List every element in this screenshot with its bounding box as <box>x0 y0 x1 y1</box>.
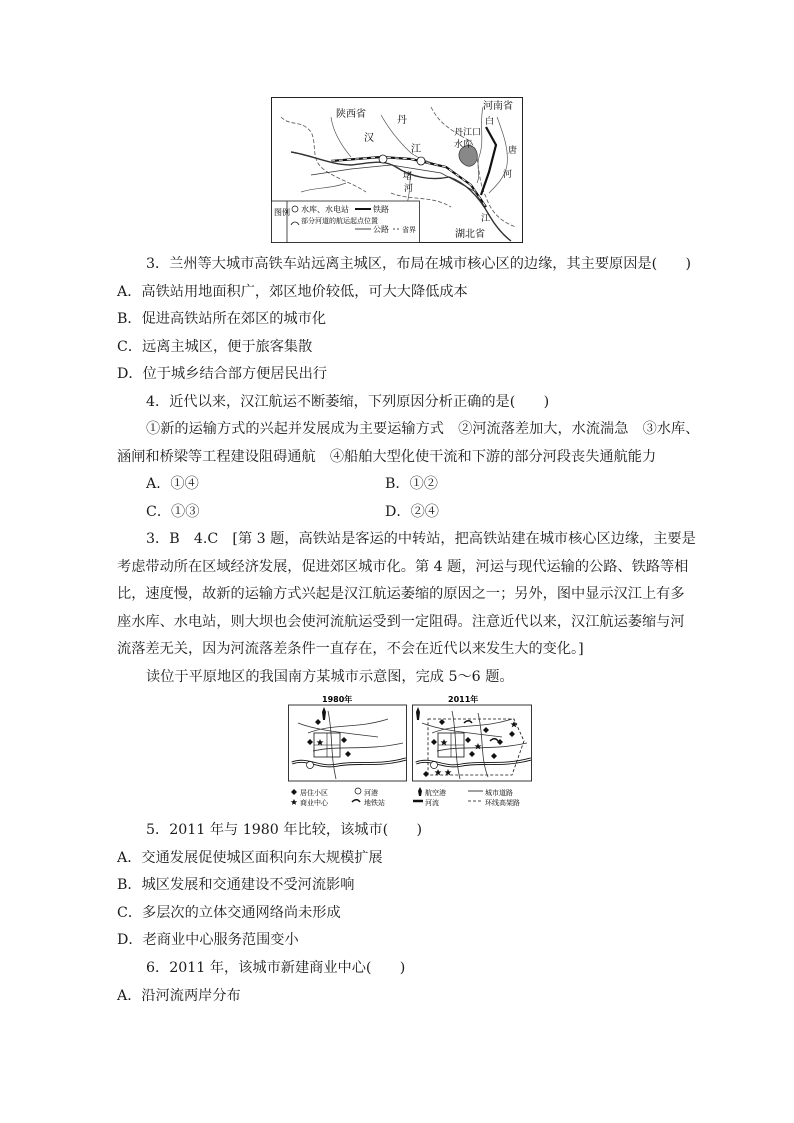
q4-stem: 4．近代以来，汉江航运不断萎缩，下列原因分析正确的是( ) <box>146 394 550 410</box>
legend-highway: 公路 <box>373 225 389 234</box>
q3-option-d: D．位于城乡结合部方便居民出行 <box>117 366 328 382</box>
answer-line-1: 3．B 4.C [第 3 题，高铁站是客运的中转站，把高铁站建在城市核心区边缘，主要是 <box>146 531 696 547</box>
q4-statement-2: 涵闸和桥梁等工程建设阻碍通航 ④船舶大型化使干流和下游的部分河段丧失通航能力 <box>117 449 657 465</box>
legend-reservoir: 水库、水电站 <box>301 205 349 214</box>
label-tang: 唐 <box>508 146 518 156</box>
label-du: 堵 <box>403 172 413 182</box>
answer-line-3: 比，速度慢，故新的运输方式兴起是汉江航运萎缩的原因之一；另外，图中显示汉江上有多 <box>117 586 685 602</box>
label-shaanxi: 陕西省 <box>336 109 366 120</box>
answer-line-2: 考虑带动所在区域经济发展，促进郊区城市化。第 4 题，河运与现代运输的公路、铁路等相 <box>117 559 689 575</box>
legend-boundary: 省界 <box>402 226 416 234</box>
q5-option-d: D．老商业中心服务范围变小 <box>117 932 299 948</box>
q4-option-c: C．①③ <box>146 504 200 520</box>
city-comparison-map <box>288 693 532 807</box>
label-han: 汉 <box>364 133 374 144</box>
legend-ring: 环线高架路 <box>485 799 520 807</box>
q4-option-a: A．①④ <box>146 476 199 492</box>
answer-line-4: 座水库、水电站，则大坝也会使河流航运受到一定阻碍。注意近代以来，汉江航运萎缩与河 <box>117 614 685 630</box>
q4-statement-1: ①新的运输方式的兴起并发展成为主要运输方式 ②河流落差加大，水流湍急 ③水库、 <box>146 421 700 437</box>
legend-airport: 航空港 <box>425 789 446 797</box>
q3-option-c: C．远离主城区，便于旅客集散 <box>117 339 313 355</box>
label-bai: 白 <box>485 117 495 127</box>
label-reservoir: 水库 <box>454 140 473 150</box>
legend-residential: 居住小区 <box>300 789 328 797</box>
answer-line-5: 流落差无关，因为河流落差条件一直存在，不会在近代以来发生大的变化。] <box>117 641 584 657</box>
label-jiang: 江 <box>411 144 421 155</box>
legend-river: 河流 <box>425 799 439 807</box>
label-he2: 河 <box>503 170 513 180</box>
q4-option-d: D．②④ <box>385 504 439 520</box>
q6-stem: 6．2011 年，该城市新建商业中心( ) <box>146 960 406 976</box>
legend-railway: 铁路 <box>373 205 389 214</box>
q4-option-b: B．①② <box>385 476 438 492</box>
han-river-map <box>271 97 523 243</box>
legend-waterway: 部分河道的航运起点位置 <box>301 217 378 225</box>
label-he: 河 <box>404 184 414 194</box>
legend-commercial: 商业中心 <box>300 799 328 807</box>
map2-title-1980: 1980年 <box>322 695 353 704</box>
intro-5-6: 读位于平原地区的我国南方某城市示意图，完成 5～6 题。 <box>146 669 514 685</box>
q6-option-a: A．沿河流两岸分布 <box>117 988 241 1004</box>
q5-option-a: A．交通发展促使城区面积向东大规模扩展 <box>117 850 383 866</box>
q5-stem: 5．2011 年与 1980 年比较，该城市( ) <box>146 822 423 838</box>
legend-road: 城市道路 <box>485 789 513 797</box>
legend-metro: 地铁站 <box>364 799 385 807</box>
label-danjiangkou: 丹江口 <box>454 128 482 138</box>
q5-option-b: B．城区发展和交通建设不受河流影响 <box>117 877 355 893</box>
q3-stem: 3．兰州等大城市高铁车站远离主城区，布局在城市核心区的边缘，其主要原因是( ) <box>146 256 692 272</box>
label-henan: 河南省 <box>483 101 513 112</box>
label-jiang2: 江 <box>481 214 491 224</box>
q3-option-b: B．促进高铁站所在郊区的城市化 <box>117 311 327 327</box>
map2-title-2011: 2011年 <box>448 695 479 704</box>
label-hubei: 湖北省 <box>455 229 485 240</box>
legend-port: 河港 <box>364 789 378 797</box>
q5-option-c: C．多层次的立体交通网络尚未形成 <box>117 905 341 921</box>
q3-option-a: A．高铁站用地面积广，郊区地价较低，可大大降低成本 <box>117 284 468 300</box>
label-dan: 丹 <box>397 115 407 126</box>
legend-title: 图例 <box>274 208 290 217</box>
